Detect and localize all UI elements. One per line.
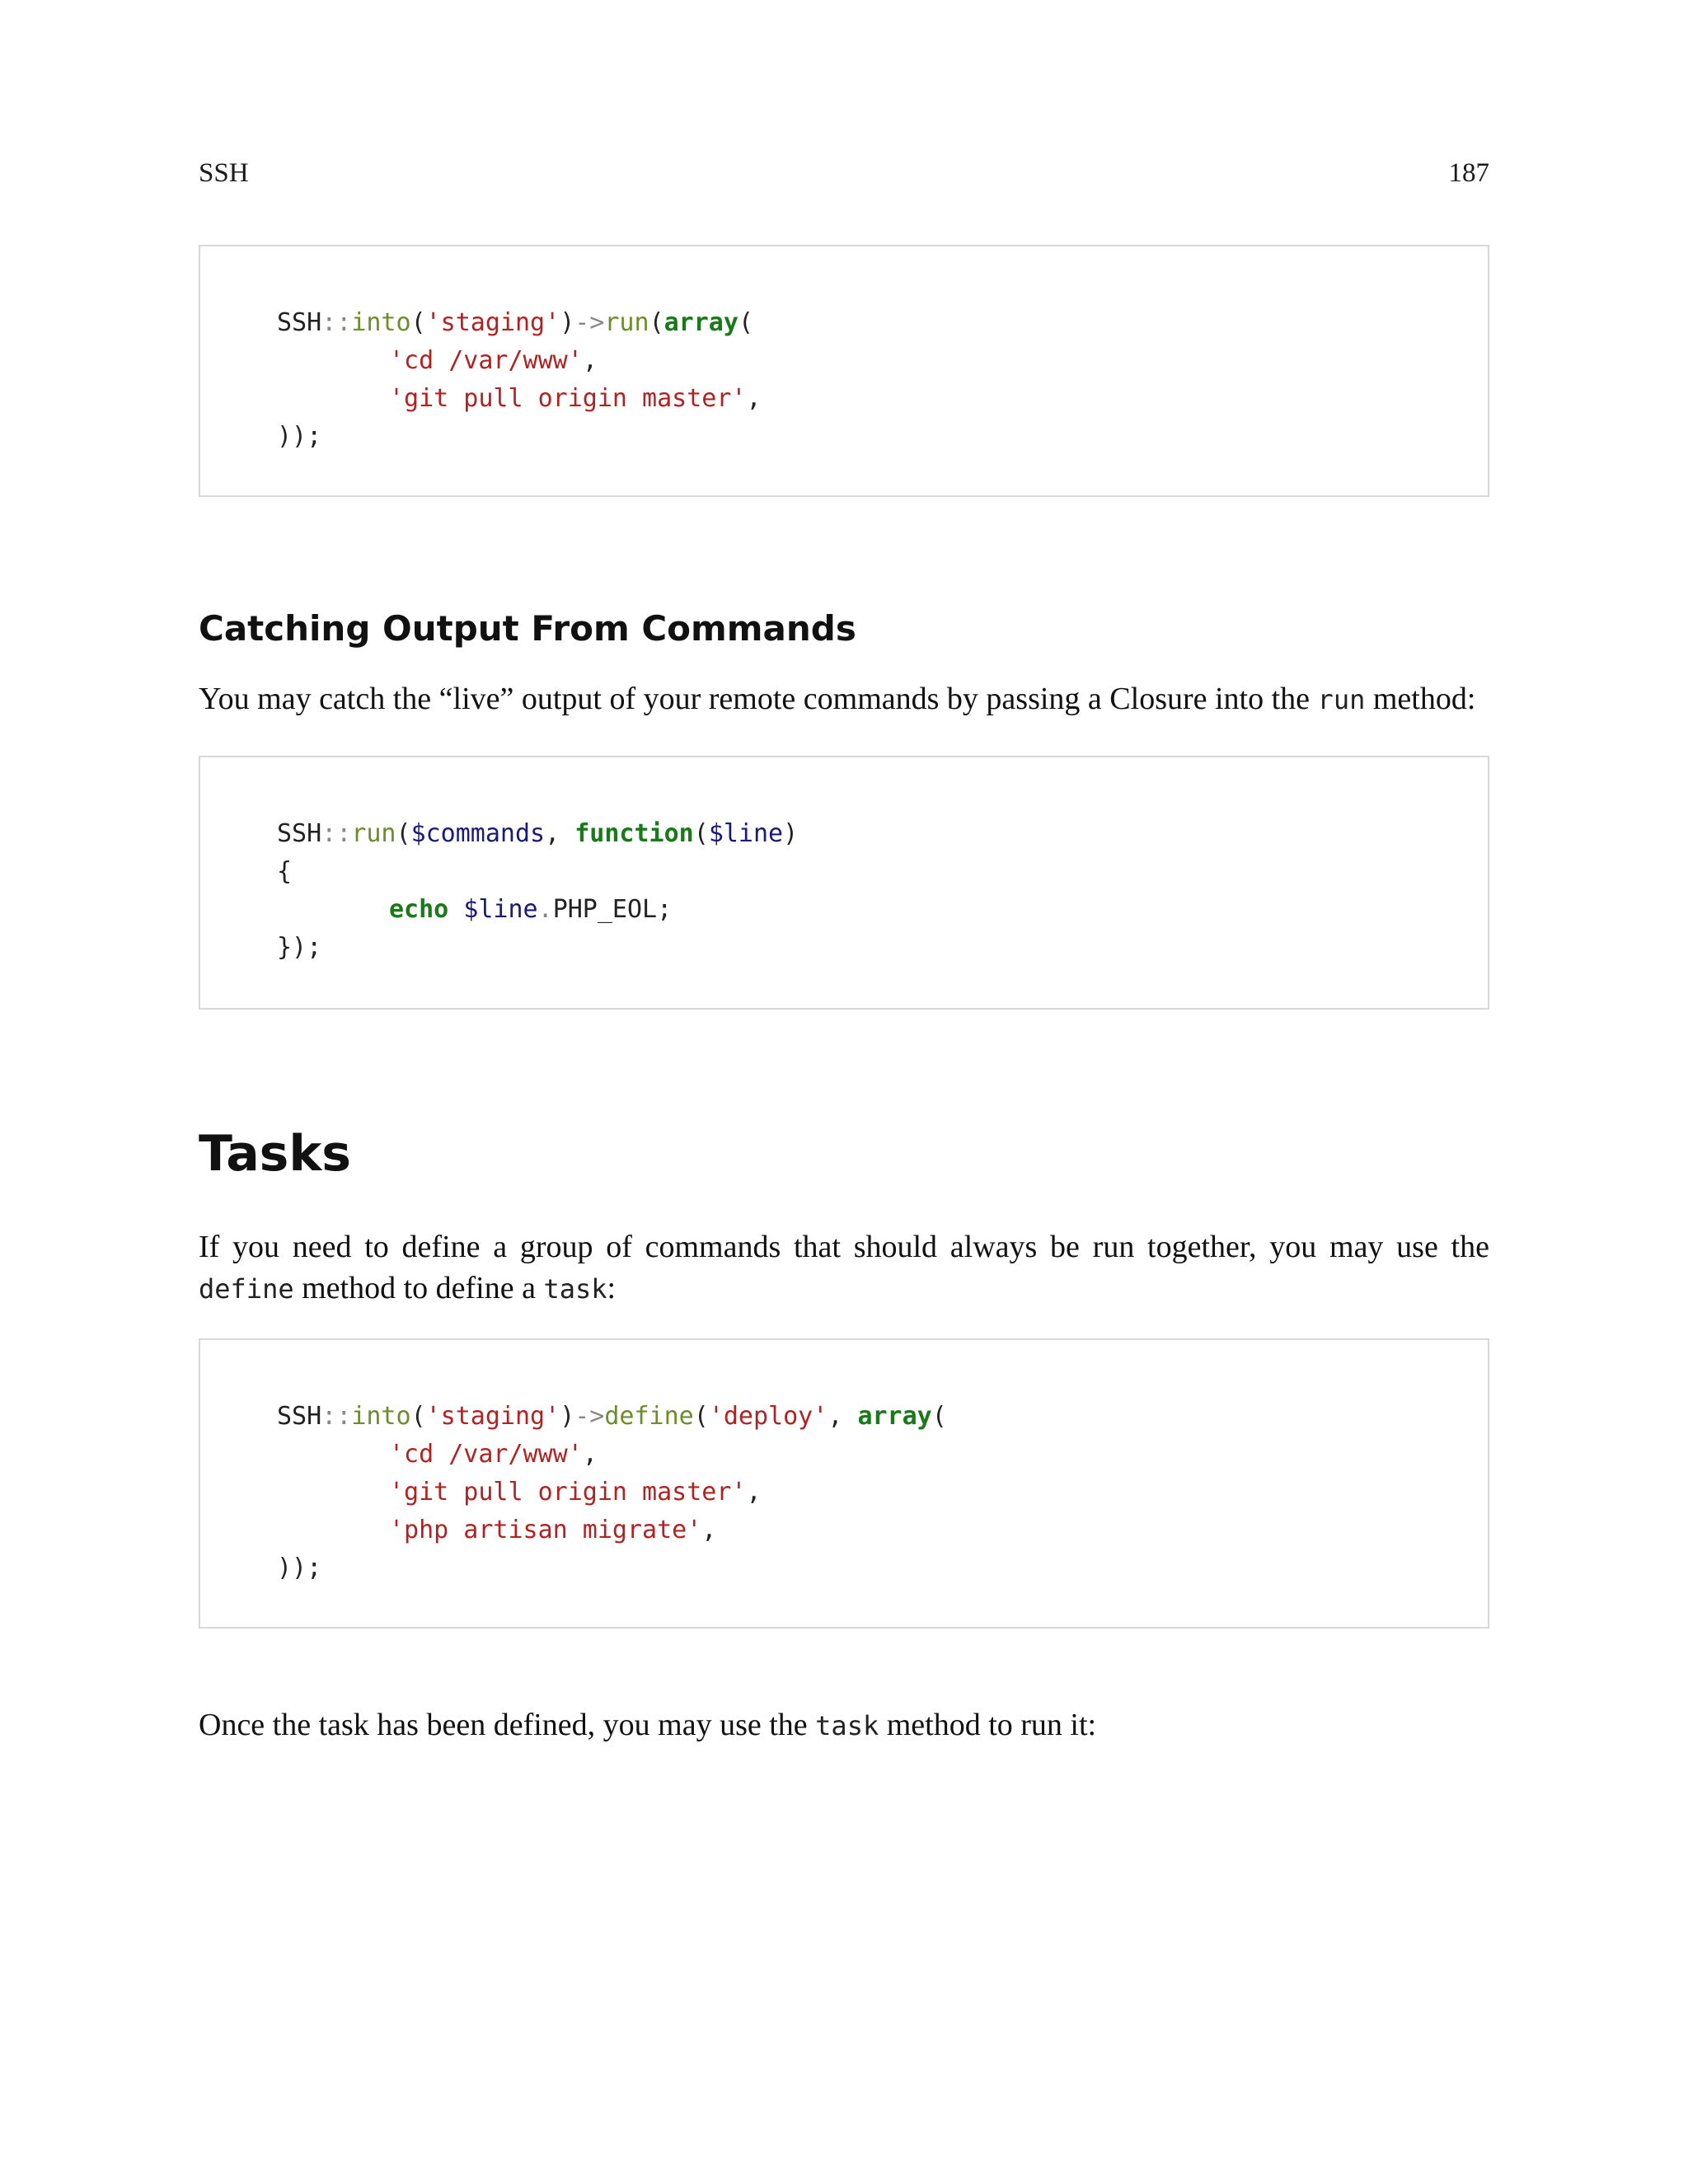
- paragraph-text: Once the task has been defined, you may use the: [199, 1708, 808, 1742]
- page-number: 187: [1448, 158, 1489, 188]
- code-line: [277, 815, 798, 853]
- code-token-operator: ::: [321, 819, 352, 848]
- section-heading-tasks: Tasks: [199, 1125, 352, 1183]
- code-token-punctuation: ;: [657, 895, 673, 924]
- code-token-operator: ->: [574, 1402, 605, 1431]
- code-block-ssh-run-closure: [199, 756, 1489, 1010]
- code-token-punctuation: ));: [277, 422, 322, 451]
- code-token-keyword: array: [857, 1402, 932, 1431]
- code-token-punctuation: ,: [746, 1478, 762, 1507]
- code-token-punctuation: ,: [582, 1440, 598, 1469]
- code-line: [277, 1549, 321, 1587]
- inline-code-run: run: [1317, 684, 1366, 715]
- code-token-punctuation: ): [783, 819, 799, 848]
- paragraph-text: method to define a: [302, 1271, 536, 1305]
- code-token-punctuation: ,: [828, 1402, 858, 1431]
- code-token-string: 'php artisan migrate': [389, 1516, 702, 1544]
- paragraph-tasks: [199, 1226, 1489, 1310]
- code-token-string: 'git pull origin master': [389, 384, 747, 413]
- code-line: [277, 1398, 947, 1436]
- code-token-operator: ::: [321, 1402, 352, 1431]
- code-token-operator: .: [537, 895, 553, 924]
- code-token-punctuation: ): [560, 1402, 575, 1431]
- paragraph-text: method to run it:: [886, 1708, 1097, 1742]
- paragraph-text: :: [607, 1271, 617, 1305]
- chapter-title: SSH: [199, 158, 249, 188]
- code-token-keyword: echo: [389, 895, 449, 924]
- code-block-ssh-define: [199, 1338, 1489, 1629]
- code-line: [277, 1436, 598, 1474]
- code-token-punctuation: (: [931, 1402, 947, 1431]
- paragraph-text: method:: [1372, 682, 1476, 716]
- code-line: [277, 891, 672, 929]
- paragraph-text: You may catch the “live” output of your remote commands by passing a Closure into the: [199, 682, 1311, 716]
- code-token-punctuation: ,: [582, 346, 598, 375]
- inline-code-task: task: [543, 1273, 607, 1305]
- code-token-keyword: function: [574, 819, 694, 848]
- code-line: [277, 1474, 762, 1511]
- code-token-punctuation: ));: [277, 1554, 322, 1582]
- code-line: [277, 342, 598, 380]
- code-token-function: into: [351, 1402, 411, 1431]
- code-token-operator: ::: [321, 308, 352, 337]
- code-token-keyword: array: [663, 308, 738, 337]
- code-token-punctuation: (: [396, 819, 411, 848]
- code-block-ssh-run-array: [199, 245, 1489, 497]
- code-token-punctuation: ,: [545, 819, 575, 848]
- code-token-class: SSH: [277, 308, 322, 337]
- code-line: [277, 1511, 716, 1549]
- paragraph-text: If you need to define a group of commands that should always be run together, you may use the: [199, 1230, 1489, 1264]
- code-token-string: 'cd /var/www': [389, 1440, 583, 1469]
- code-token-string: 'staging': [425, 1402, 560, 1431]
- code-token-variable: $commands: [410, 819, 546, 848]
- code-token-string: 'git pull origin master': [389, 1478, 747, 1507]
- section-heading-catching-output: Catching Output From Commands: [199, 608, 856, 649]
- code-token-variable: $line: [463, 895, 538, 924]
- running-head: [199, 158, 1489, 198]
- code-token-punctuation: (: [410, 308, 426, 337]
- code-token-class: SSH: [277, 819, 322, 848]
- code-token-function: run: [351, 819, 396, 848]
- code-token-function: define: [604, 1402, 694, 1431]
- inline-code-define: define: [199, 1273, 294, 1305]
- code-token-string: 'staging': [425, 308, 560, 337]
- code-token-space: [448, 895, 463, 924]
- code-line: [277, 380, 762, 418]
- code-token-punctuation: {: [277, 857, 293, 886]
- code-token-punctuation: ): [560, 308, 575, 337]
- paragraph-catching-output: [199, 678, 1489, 720]
- code-token-punctuation: ,: [746, 384, 762, 413]
- code-token-punctuation: ,: [701, 1516, 717, 1544]
- paragraph-run-task: [199, 1704, 1489, 1746]
- inline-code-task: task: [815, 1710, 879, 1741]
- code-line: [277, 929, 321, 967]
- code-token-punctuation: (: [649, 308, 664, 337]
- code-line: [277, 418, 321, 456]
- code-token-punctuation: });: [277, 933, 322, 962]
- code-token-function: run: [604, 308, 649, 337]
- code-token-punctuation: (: [693, 819, 709, 848]
- code-token-string: 'deploy': [708, 1402, 828, 1431]
- code-token-variable: $line: [708, 819, 784, 848]
- code-token-punctuation: (: [738, 308, 753, 337]
- code-token-function: into: [351, 308, 411, 337]
- code-token-punctuation: (: [693, 1402, 709, 1431]
- code-token-operator: ->: [574, 308, 605, 337]
- code-token-string: 'cd /var/www': [389, 346, 583, 375]
- code-token-class: SSH: [277, 1402, 322, 1431]
- code-line: [277, 853, 292, 891]
- code-line: [277, 304, 753, 342]
- code-token-constant: PHP_EOL: [552, 895, 658, 924]
- code-token-punctuation: (: [410, 1402, 426, 1431]
